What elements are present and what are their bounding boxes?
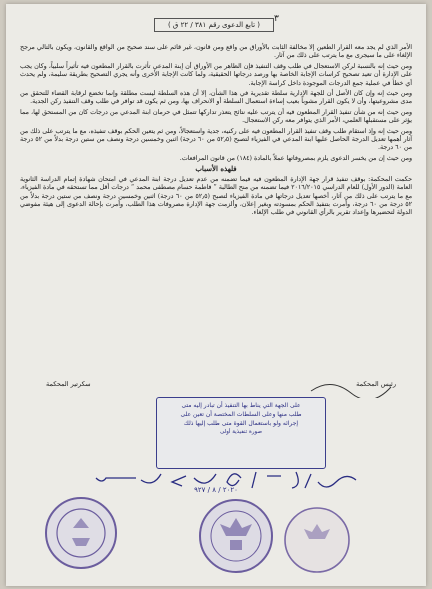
paragraph: ومن حيث إنه وإن كان الأصل أن للجهة الإدارية سلطة تقديرية في هذا الشأن، إلا أن هذه السلطة ليست مطلقة وإنما تخضع لرقابة القضاء للتحقق من مدى مشروعيتها، وأن لا يكون القرار مشوباً بعيب إساءة استعمال السلطة أو الانحراف بها، ومن ثم يكون قد توافر في طلب وقف التنفيذ ركن الجدية. bbox=[20, 90, 412, 106]
execution-stamp bbox=[156, 397, 326, 469]
judge-scribble bbox=[306, 376, 396, 398]
eagle-seal-icon bbox=[196, 496, 276, 576]
stamp-line: على الجهة التي يناط بها التنفيذ أن تبادر إليه متى bbox=[181, 402, 301, 409]
paragraph: ومن حيث إنه وإذ استقام طلب وقف تنفيذ القرار المطعون فيه على ركنيه، جدية واستعجالاً، ومن ثم يتعين الحكم بوقف تنفيذه، مع ما يترتب على ذلك من آثار أهمها تعديل الدرجة الحاصل عليها ابنة المدعي في الفيزياء لتصبح (٥٢٫٥ من ٦٠ درجة) اثنين وخمسين درجة ونصف من ستين درجة بدلاً من ٥٢ درجة من ٦٠ درجة. bbox=[20, 127, 412, 152]
court-seal-icon bbox=[281, 504, 353, 576]
paragraph: الأمر الذي لم يجد معه القرار الطعين إلا مخالفة الثابت بالأوراق من واقع ومن قانون، غير قائم على سند صحيح من الواقع والقانون، ويكون بالتالي مرجح الإلغاء على ما سيجرى مع ما يترتب على ذلك من آثار. bbox=[20, 44, 412, 60]
judgment-body bbox=[20, 44, 412, 220]
handwritten-date bbox=[56, 466, 376, 494]
handwritten-date-text: ٢٠٢٠ / ٨ / ٩٢٧ bbox=[194, 486, 238, 494]
document-page bbox=[6, 4, 426, 586]
paragraph: ومن حيث إنه من شأن تنفيذ القرار المطعون فيه أن يترتب عليه نتائج يتعذر تداركها تتمثل في حرمان ابنة المدعي من درجات كان من المستحق لها، مما يؤثر على مستقبلها العلمي، الأمر الذي يتوافر معه ركن الاستعجال. bbox=[20, 108, 412, 125]
secretary-signature: سكرتير المحكمة bbox=[46, 380, 91, 388]
official-seal-icon bbox=[42, 494, 120, 572]
stamp-line: صورة تنفيذية أولى bbox=[220, 429, 262, 435]
paragraph: ومن حيث إنه بالنسبة لركن الاستعجال في طلب وقف التنفيذ فإن الظاهر من الأوراق أن إبنة المدعي تأثرت بالقرار المطعون فيه تأثيراً سلبياً، وكان يجب على الإدارة أن تعيد تصحيح كراسات الإجابة الخاصة بها ورصد درجاتها الحقيقية، ولما كانت الإجابة الأخرى وأنه يجري التصحيح بطريقة سليمة، ولم يحدث أي خطأ في عملية جمع الدرجات الموجودة داخل كراسة الإجابة. bbox=[20, 62, 412, 87]
stamp-line: طلب منها وعلى السلطات المختصة أن تعين على bbox=[180, 411, 302, 418]
ruling-paragraph: حكمت المحكمة: بوقف تنفيذ قرار جهة الإدارة المطعون فيه فيما تضمنه من عدم تعديل درجة ابنة المدعي في امتحان شهادة إتمام الدراسة الثانوية العامة (الدور الأول) للعام الدراسي ٢٠١٦/٢٠١٥ فيما تضمنه من منح الطالبة ” فاطمة حسام مصطفى محمد “ درجات أقل مما تستحقه في مادة الفيزياء، مع ما يترتب على ذلك من آثار، أخصها تعديل درجاتها في مادة الفيزياء لتصبح (٥٢٫٥ من ٦٠ درجة) اثنين وخمسين درجة ونصف من ستين درجة بدلاً من ٥٢ درجة من ٦٠ درجة، وأمرت بتنفيذ الحكم بمسودته وبغير إعلان، وألزمت جهة الإدارة مصروفات هذا الطلب، وأمرت بإحالة الدعوى إلى هيئة مفوضي الدولة لتحضيرها وإعداد تقرير بالرأي القانوني في طلب الإلغاء. bbox=[20, 175, 413, 217]
paragraph: ومن حيث إن من يخسر الدعوى يلزم بمصروفاتها عملاً بالمادة (١٨٤) من قانون المرافعات. bbox=[179, 154, 412, 162]
case-reference: ( تابع الدعوى رقم ٣٨١ / ٢٢ ق ) bbox=[154, 18, 274, 32]
stamp-line: إجرائه ولو باستعمال القوة متى طلب إليها ذلك bbox=[183, 420, 299, 427]
president-signature: رئيس المحكمة bbox=[356, 380, 396, 388]
page-number: ٣ bbox=[274, 14, 279, 24]
section-title: فلهذه الأسباب bbox=[195, 164, 237, 174]
